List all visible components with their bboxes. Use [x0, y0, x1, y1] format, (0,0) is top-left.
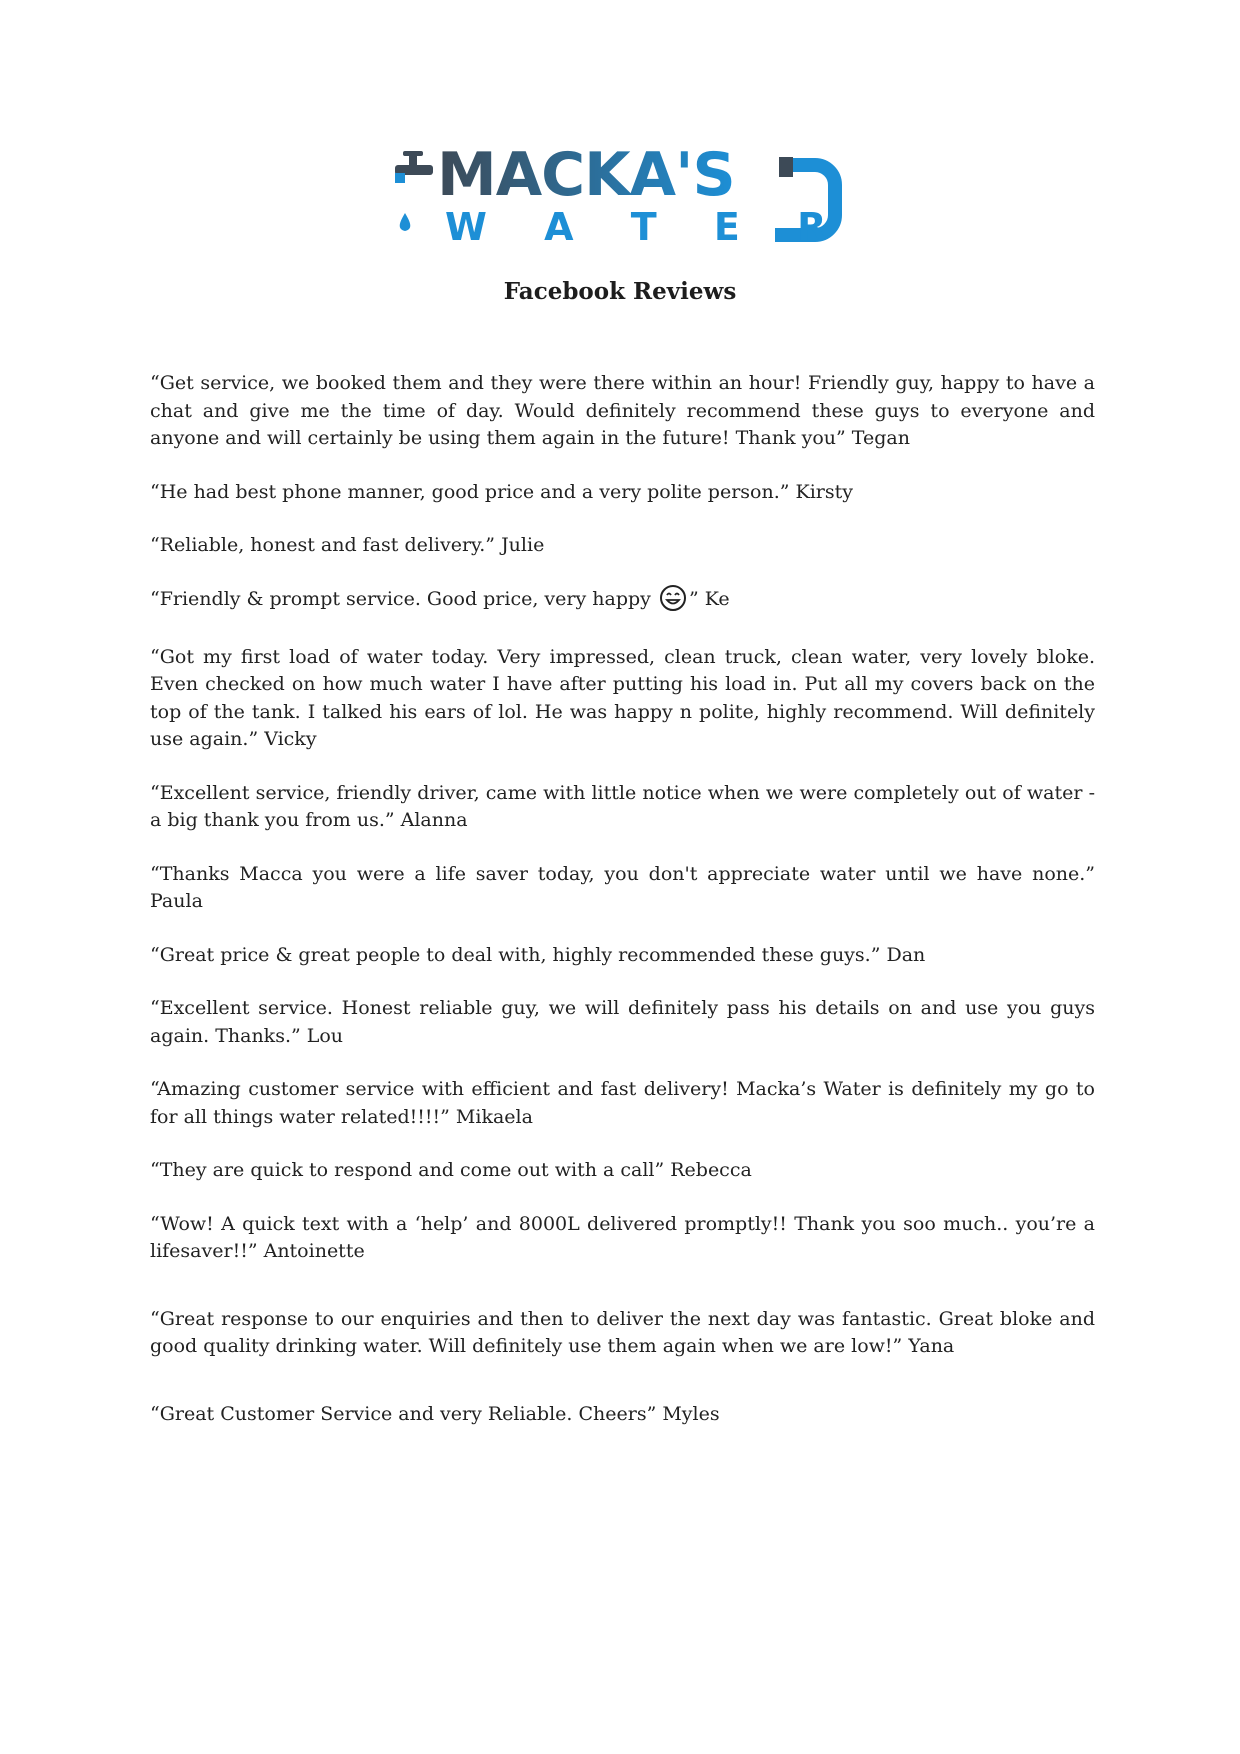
water-drop-icon: [400, 213, 411, 231]
review-item: “Reliable, honest and fast delivery.” Julie: [150, 534, 545, 556]
review-item: “Excellent service. Honest reliable guy, we will definitely pass his details on and use you guys again. Thanks.” Lou: [150, 997, 1095, 1047]
review-text-after-emoji: ” Ke: [688, 587, 730, 610]
review-item: [150, 586, 1095, 614]
review-text-before-emoji: “Friendly & prompt service. Good price, very happy: [150, 587, 657, 610]
review-item: “They are quick to respond and come out with a call” Rebecca: [150, 1159, 752, 1181]
review-item: “Get service, we booked them and they were there within an hour! Friendly guy, happy to have a chat and give me the time of day. Would definitely recommend these guys to everyone and anyone and will certainly be using them again in the future! Thank you” Tegan: [150, 372, 1095, 449]
review-item: “Great Customer Service and very Reliable. Cheers” Myles: [150, 1402, 720, 1425]
faucet-icon: [395, 151, 433, 183]
review-item: “Great price & great people to deal with, highly recommended these guys.” Dan: [150, 943, 926, 966]
review-item: “Got my first load of water today. Very impressed, clean truck, clean water, very lovely bloke. Even checked on how much water I have after putting his load in. Put all my covers back on the top of the tank. I talked his ears of lol. He was happy n polite, highly recommend. Will definitely use again.” Vicky: [150, 645, 1095, 750]
review-item: “Great response to our enquiries and then to deliver the next day was fantastic. Great bloke and good quality drinking water. Will definitely use them again when we are low!” Yana: [150, 1307, 1095, 1357]
logo-line-water: W A T E R: [445, 205, 849, 249]
review-item: “He had best phone manner, good price and a very polite person.” Kirsty: [150, 480, 853, 503]
reviews-list: [150, 370, 1095, 1454]
review-item: “Thanks Macca you were a life saver today, you don't appreciate water until we have none.” Paula: [150, 862, 1095, 912]
company-logo: [395, 145, 850, 255]
logo-line-macka: MACKA'S: [437, 145, 735, 210]
review-item: “Wow! A quick text with a ‘help’ and 8000L delivered promptly!! Thank you soo much.. you’re a lifesaver!!” Antoinette: [150, 1212, 1095, 1262]
review-item: “Excellent service, friendly driver, came with little notice when we were completely out of water - a big thank you from us.” Alanna: [150, 781, 1095, 831]
smiling-face-icon: [659, 584, 687, 612]
page-title: Facebook Reviews: [503, 278, 737, 305]
review-item: “Amazing customer service with efficient and fast delivery! Macka’s Water is definitely my go to for all things water related!!!!” Mikaela: [150, 1078, 1095, 1128]
